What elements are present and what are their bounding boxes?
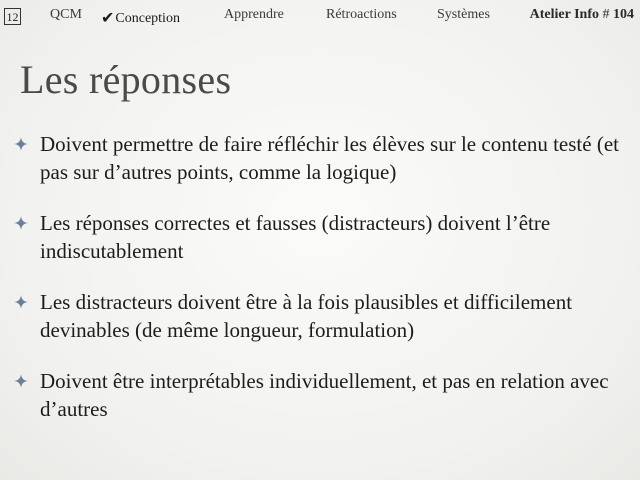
nav-item-apprendre[interactable] xyxy=(224,7,284,23)
bullet-text: Les réponses correctes et fausses (distracteurs) doivent l’être indiscutablement xyxy=(40,211,551,263)
bullet-item xyxy=(14,131,624,186)
bullet-text: Les distracteurs doivent être à la fois plausibles et difficilement devinables (de même longueur, formulation) xyxy=(40,290,573,342)
four-point-star-icon xyxy=(14,295,28,309)
bullet-text: Doivent être interprétables individuellement, et pas en relation avec d’autres xyxy=(40,369,609,421)
nav-item-label: Systèmes xyxy=(437,7,490,22)
nav-item-retroactions[interactable] xyxy=(326,7,397,23)
course-title xyxy=(530,7,634,23)
bullet-item xyxy=(14,289,624,344)
nav-item-label: Apprendre xyxy=(224,7,284,22)
nav-item-conception[interactable] xyxy=(101,7,180,27)
four-point-star-icon xyxy=(14,374,28,388)
bullet-item xyxy=(14,210,624,265)
nav-item-label: Conception xyxy=(115,11,180,26)
bullet-item xyxy=(14,368,624,423)
nav-item-systemes[interactable] xyxy=(437,7,490,23)
course-name: Atelier Info xyxy=(529,7,599,22)
bullet-list xyxy=(14,131,624,423)
slide-number-badge: 12 xyxy=(4,8,21,25)
four-point-star-icon xyxy=(14,216,28,230)
nav-item-qcm[interactable] xyxy=(50,7,82,23)
nav-item-label: QCM xyxy=(50,7,82,22)
course-number: 104 xyxy=(613,7,634,22)
bullet-text: Doivent permettre de faire réfléchir les élèves sur le contenu testé (et pas sur d’autres points, comme la logique) xyxy=(40,132,619,184)
top-navigation xyxy=(0,0,640,34)
check-mark-icon: ✔ xyxy=(101,8,115,27)
nav-item-label: Rétroactions xyxy=(326,7,397,22)
course-hash: # xyxy=(602,7,610,22)
slide-title: Les réponses xyxy=(20,57,232,102)
four-point-star-icon xyxy=(14,137,28,151)
